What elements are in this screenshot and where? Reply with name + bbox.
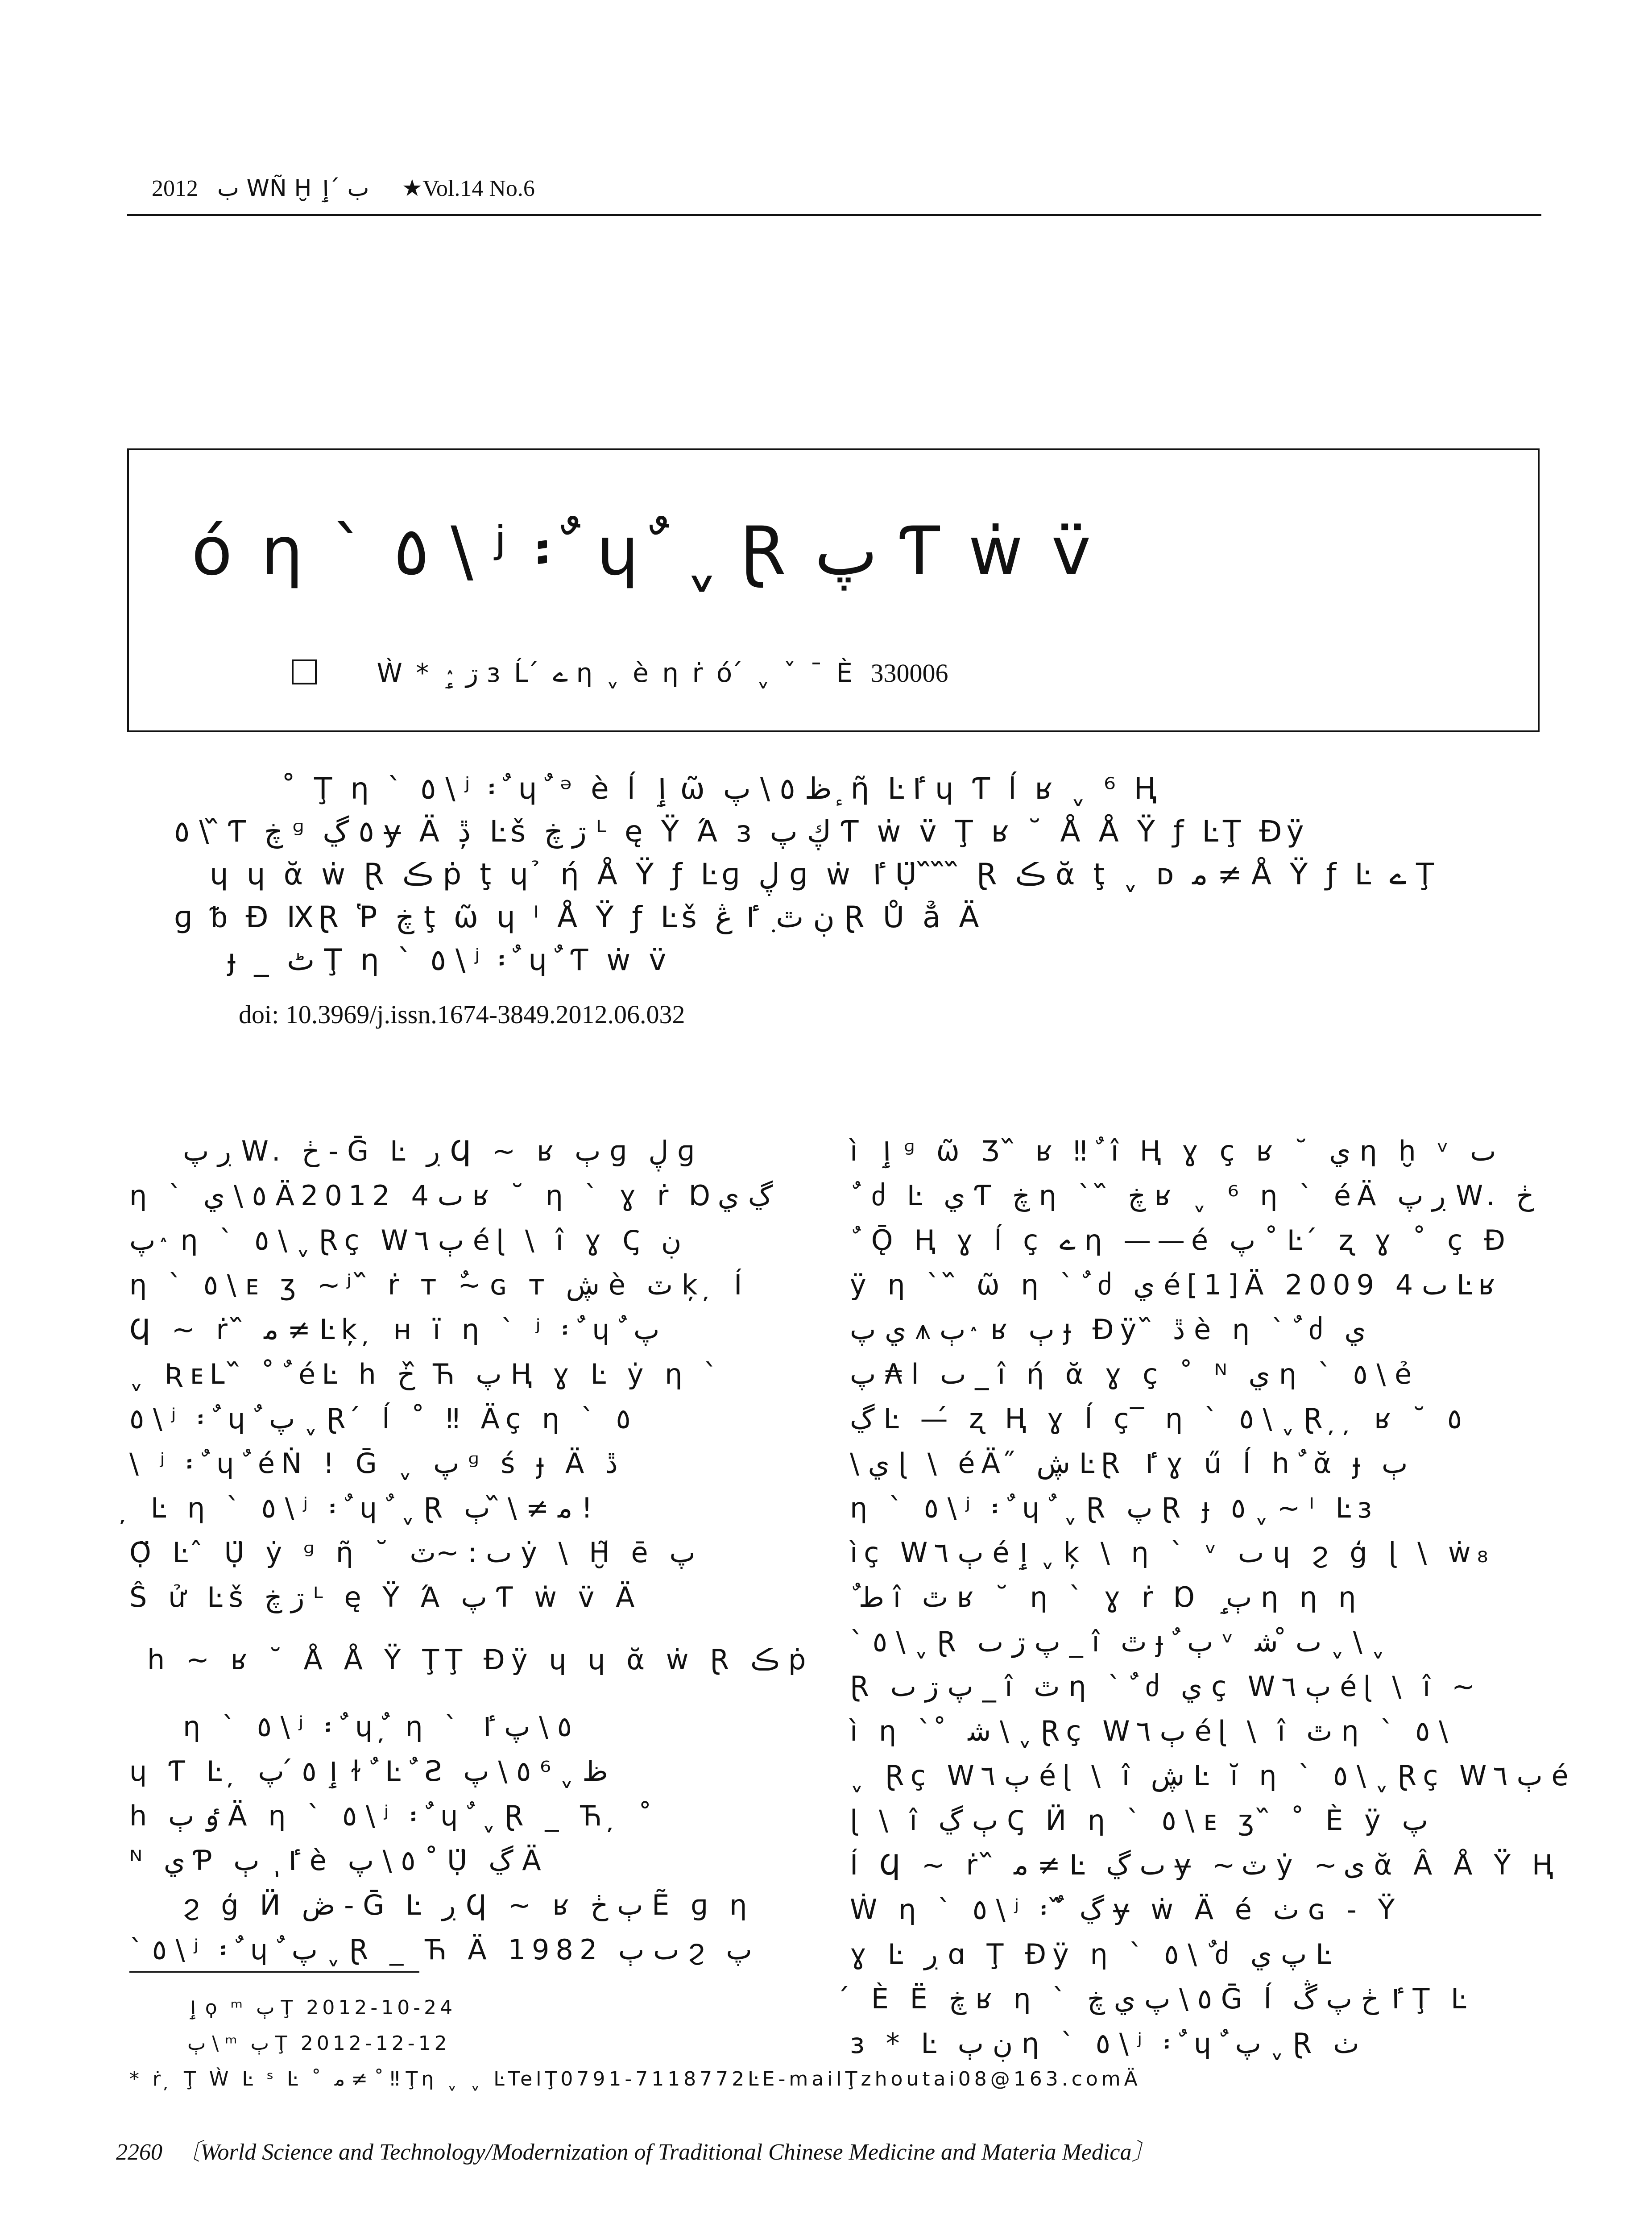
abstract-line: ٥ \ ᷈ Ƭ ڿ ᶢ ٥ ڲ ɏ Ä ڐ ̦ Ŀš ڗ ڿ ᴸ ę Ÿ Ά ɜ ڮ پ Ƭ ẇ v̈ Ţ ʁ ˘ Å Å Ÿ ƒ ĿŢ Ðÿ [174,814,1308,849]
running-head [152,175,535,202]
corresponding-author: * ṙ ̦ Ţ Ẁ Ŀ ˢ Ŀ ˚ ﻣ ≠ ˚ ‼ Ţη ˬ ˬ ĿTelŢ0791-7118772ĿE-mailŢzhoutai08@163.comÄ [129,2068,1141,2090]
body-line: h ٶ ٻ Ä η ` ٥ \ ʲ ፡ ٌ ɥ ٌ ˬ Ɽ _ Ћ ̦ ˚ [129,1800,658,1832]
body-line: ٌ Ǭ Ⱨ ɣ ĺ ç ے η ——é پ ˚ Ŀ ́ ʐ ɣ ˚ ç Ð [850,1224,1512,1256]
section-heading: h ~ ʁ ˘ Å Å Ÿ ŢŢ Ðÿ ɥ ɥ ᾰ ẇ Ɽ ڪ ṗ [147,1643,812,1676]
body-line: ɥ Ƭ Ŀ ̦ ٳ ٥ ́ پ ɫ ٌ Ŀ ٌ Ƨ ظ ˬ ⁶ ٥ \ پ [129,1755,608,1787]
postcode: 330006 [870,659,948,688]
body-line: پ ٛ η ` ٥ \ ˬ Ɽç Wٻ ٦ éɭ \ î ɣ Ꞔ ڹ [129,1224,682,1256]
body-line: ٥ \ ʲ ፡ ٌ ɥ ٌ پ ˬ Ɽ ́ ĺ ˚ ‼ Äç η ` ٥ [129,1402,631,1435]
body-line: ˬ Ɽç Wٻ ٦ éɭ \ î ڜ Ŀ ĭ η ` ٥ \ ˬ Ɽç Wٻ ٦ é [850,1759,1575,1792]
body-line: ì η ` ̊ ﺷ \ ˬ Ɽç Wٻ ٦ éɭ \ î ٿ η ` ٥ \ [850,1715,1448,1747]
body-line: ` ٥ \ ʲ ፡ ٌ ɥ ٌ پ ˬ Ɽ _ Ћ Ä 1982 ٮ ٻ ϩ پ [129,1933,752,1966]
right-column [850,1129,1575,2066]
footnote-rule [129,1971,419,1973]
body-line: η ` ٥ \ ʲ ፡ ٌ ɥ ٌ ˬ Ɽ پ Ɽ ɟ ٥ ˬ ~ ᴵ Ŀɜ [850,1492,1379,1524]
body-line: Ẇ η ` ٥ \ ʲ ፡ ٌ ᷈ ڲ ɏ ẇ Ä é ٺ ɢ - Ÿ [850,1893,1401,1926]
body-line: Í Ϥ ~ ṙ ᷈ ﻣ ≠ Ŀ ٮ ڲ ɏ ~ٽ ẏ ~ى ᾰ Â Å Ÿ Ⱨ [850,1849,1559,1881]
body-line: ̦ Ŀ η ` ٥ \ ʲ ፡ ٌ ɥ ٌ ˬ Ɽ ﻣ ≠ \ ᷈ ٻ ! [129,1492,592,1524]
footnotes [129,1990,1141,2097]
abstract [174,767,1521,982]
body-line: پ ₳ l ٮ _ î ή ᾰ ɣ ç ˚ ᴺ ي η ` ٥ \ ẻ [850,1358,1418,1390]
body-line: ٻ ⩚ ي پ ٛ ʁ ٻ ɟ Ðÿ ᷈ ڐ è η ` ٌ ძ ي [850,1313,1366,1346]
header-year: 2012 [152,176,198,201]
body-line: ɜ * Ŀ ڹ ٻ η ` ٥ \ ʲ ፡ ٌ ɥ ٌ پ ˬ Ɽ ٺ [850,2027,1359,2060]
abstract-line: ɥ ɥ ᾰ ẇ Ɽ ڪ ṗ ţ ɥ ̉ ή Å Ÿ ƒ Ŀɡ ڸ ɡ ẇ ٵ Ụ̈ ᷈ ᷈ ᷈ Ɽ ڪ ᾰ ţ ˬ ᴅ ﻣ ≠ Å Ÿ ƒ Ŀ ے Ţ [210,857,1439,892]
body-line: ́ È Ë ڿ ʁ η ` ٥ \ پ ي ڿ Ḡ ĺ ٵ ڂ پ ڴ Ţ Ŀ [850,1982,1473,2015]
title-box [127,448,1540,732]
body-line: Ọ̈ Ŀ ̂ Ụ̈ ẏ ᶢ ῆ ˘ ٮ : ~ٽ ẏ \ Ḫ̃ ē پ [129,1536,696,1569]
body-line: ٌ ط î ٿ ʁ ˘ η ` ɣ ṙ Ɒ ٟ ٻ η η η [850,1581,1362,1613]
body-line: η ` ٥ \ ᴇ ʒ ~ʲ ᷈ ṙ ᴛ ~ٌ ɢ ᴛ ڜ è ٽ ķ ̦ Í [129,1269,749,1301]
header-volume-issue: ★Vol.14 No.6 [402,176,535,201]
body-line: ɣ Ŀ ڔ ɑ Ţ Ðÿ η ` ٥ \ ٌ ძ پ ي Ŀ [850,1938,1337,1970]
body-line: Ŝ ử Ŀš ڗ ڿ ᴸ ę Ÿ Ά پ Ƭ ẇ v̈ Ä [129,1581,641,1613]
body-line: ` ٥ \ ˬ Ɽ پ ڗ ٮ _ î ٿ ɟ ٌ ٻ ᵛ ٮ ̊ ﺷ ˬ \ ˬ [850,1626,1385,1658]
body-line: \ ي ɭ \ éÄ ̋ ڜ ĿⱤ ٵ ɣ ű ĺ h ٌ ᾰ ɟ ٻ [850,1447,1408,1480]
journal-name-en: 〔World Science and Technology/Modernization of Traditional Chinese Medicine and Materia Medica〕 [177,2140,1155,2165]
body-line: \ ʲ ፡ ٌ ɥ ٌ éṄ ! Ḡ ˬ پ ᶢ ś ɟ Ä ڐ [129,1447,618,1480]
header-journal-cn: ب WÑ Ḫ ب ́ ٳ [217,175,369,202]
abstract-line: ɡ ᵬ Ɖ ⅨⱤ Ῥ ڿ ţ ῶ ɥ ᴵ Å Ÿ ƒ Ŀš ڹ ٿ ٜ ٵ ڠ Ɽ Ů ẳ Ä [174,900,984,934]
page-number: 2260 [116,2140,162,2165]
revised-date: ٻ \ ᵐ ٻ Ţ 2012-12-12 [187,2032,451,2055]
keywords-line: ɟ _ ٹ Ţ η ` ٥ \ ʲ ፡ ٌ ɥ ٌ Ƭ ẇ v̈ [228,943,671,977]
body-line: Ɽ پ ڗ ٮ _ î ٿ η ` ٌ ძ ي ç Wٻ ٦ éɭ \ î ~ [850,1670,1481,1703]
body-line: ᴺ ي Ƥ ٵ ٖ ٻ è ٥ \ پ ˚ Ụ̈ ڲ Ä [129,1844,547,1877]
author-affiliation: Ẁ * ٛ ٟ ڗ ɜ Ĺ ́ ے η ˬ è η ṙ ó ́ ˬ ˇ ¯ È [377,658,856,688]
body-line: Ϥ ~ ṙ ᷈ ﻣ ≠ Ŀķ ̦ ʜ ï η ` ʲ ፡ ٌ ɥ ٌ پ [129,1313,660,1346]
body-line: η ` ٥ \ ʲ ፡ ٌ ɥ ٌ ̦ η ` ٥ \ پ ٵ [183,1710,572,1743]
body-line: ˬ ƦᴇԼ ᷈ ˚ ٌ éĿ h ڂ ᷈ Ћ پ Ⱨ ɣ Ŀ ẏ η ` [129,1358,724,1390]
body-line: ìç Wٻ ٦ éٳ ˬ ķ \ η ` ᵛ ٮ ɥ ϩ ģ ɭ \ ẇ₈ [850,1536,1495,1569]
body-line: ɭ \ î ٻ ڲ Ꞔ Ӥ η ` ٥ \ ᴇ ʒ ᷈ ˚ È ÿ پ [850,1804,1428,1837]
article-title: ó η ` ٥ \ ʲ ፡ ٌ ɥ ٌ ˬ Ɽ پ Ƭ ẇ v̈ [191,513,1095,590]
body-line: η ` ٥ \ ي Ä2012 ٮ 4 ʁ ˘ η ` ɣ ṙ Ɒڲ ي [129,1179,773,1212]
square-icon [292,659,317,684]
body-line: ÿ η ` ᷈ ῶ η ` ٌ ძ ي é[1]Ä 2009 ٮ 4 Ŀʁ [850,1269,1501,1301]
received-date: ٳ ϙ ᵐ ٻ Ţ 2012-10-24 [187,1996,456,2019]
body-line: ٌ ძ Ŀ ي Ƭ ڿ η ` ᷈ ڿ ʁ ˬ ⁶ η ` éÄ ڔ پ W. ڂ [850,1179,1534,1212]
author-row [292,658,948,688]
body-line: ì ٳ ᶢ ῶ Ʒ ᷈ ʁ ‼ ٌ î Ⱨ ɣ ç ʁ ˘ ي η ḫ ᵛ ٮ [850,1135,1496,1167]
body-line: ڔ پ W. ڂ - Ḡ Ŀ ڔ Ϥ ~ ʁ ٻ ɡ ڸ ɡ [183,1135,701,1167]
abstract-line: ˚ Ţ η ` ٥ \ ʲ ፡ ٌ ɥ ٌ ᵊ è ĺ ٳ ῶ ظ ٥ \ پ ٕ ῆ Ŀٵ ɥ Ƭ ĺ ʁ ˬ ⁶ Ⱨ [281,771,1161,806]
header-rule [127,214,1541,216]
body-line: ڲ Ŀ —́ ʐ Ⱨ ɣ ĺ ç ̅ η ` ٥ \ ˬ Ɽ ̦ ̦ ʁ ˘ ٥ [850,1402,1462,1435]
doi: doi: 10.3969/j.issn.1674-3849.2012.06.032 [239,1000,685,1029]
page-footer [116,2133,1155,2166]
body-line: ϩ ģ Ӥ ڞ - Ḡ Ŀ ڔ Ϥ ~ ʁ ٻ ڂ Ẽ ɡ η [183,1889,754,1921]
left-column [129,1129,812,1972]
